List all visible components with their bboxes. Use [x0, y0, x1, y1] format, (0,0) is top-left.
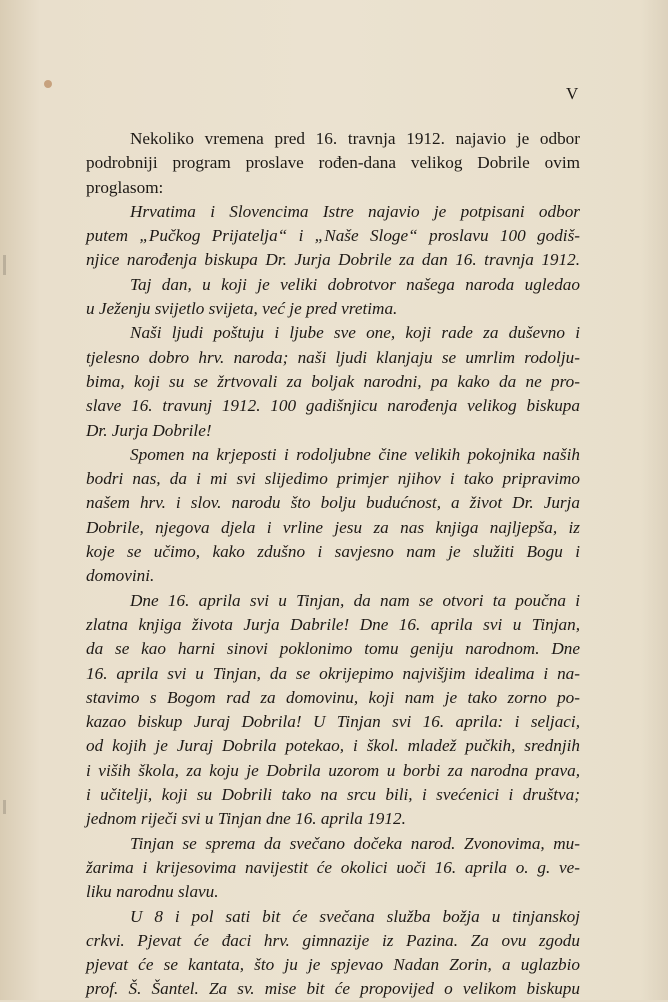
text-line: domovini.	[86, 566, 155, 586]
text-line: prof. Š. Šantel. Za sv. mise bit će propovijed o velikom biskupu	[86, 979, 580, 999]
page-number: V	[566, 84, 579, 103]
text-line: podrobniji program proslave rođen-dana velikog Dobrile ovim	[86, 153, 580, 173]
text-line: koje se učimo, kako zdušno i savjesno nam je služiti Bogu i	[86, 542, 580, 562]
text-line: putem „Pučkog Prijatelja“ i „Naše Sloge“ proslavu 100 godiš-	[86, 226, 580, 246]
text-line: Spomen na krjeposti i rodoljubne čine velikih pokojnika naših	[130, 444, 580, 464]
text-line: Nekoliko vremena pred 16. travnja 1912. najavio je odbor	[130, 129, 580, 148]
text-line: kazao biskup Juraj Dobrila! U Tinjan svi 16. aprila: i seljaci,	[86, 712, 580, 732]
text-line: bodri nas, da i mi svi slijedimo primjer njihov i tako pripravimo	[86, 469, 580, 489]
text-line: u Ježenju svijetlo svijeta, već je pred vretima.	[86, 299, 398, 319]
text-line: liku narodnu slavu.	[86, 882, 219, 902]
text-line: crkvi. Pjevat će đaci hrv. gimnazije iz Pazina. Za ovu zgodu	[86, 930, 580, 950]
binding-mark	[3, 255, 6, 275]
text-line: tjelesno dobro hrv. naroda; naši ljudi klanjaju se umrlim rodolju-	[86, 347, 580, 367]
text-line: pjevat će se kantata, što ju je spjevao Nadan Zorin, a uglazbio	[86, 955, 580, 975]
text-line: jednom riječi svi u Tinjan dne 16. aprila 1912.	[86, 809, 406, 829]
text-line: Tinjan se sprema da svečano dočeka narod. Zvonovima, mu-	[130, 833, 580, 853]
text-line: i viših škola, za koju je Dobrila uzorom u borbi za narodna prava,	[86, 760, 580, 780]
binding-mark	[3, 800, 6, 814]
text-line: stavimo s Bogom rad za domovinu, koji nam je tako zorno po-	[86, 687, 580, 707]
text-line: bima, koji su se žrtvovali za boljak narodni, pa kako da ne pro-	[86, 371, 580, 391]
text-line: Hrvatima i Slovencima Istre najavio je potpisani odbor	[130, 201, 580, 221]
text-line: Taj dan, u koji je veliki dobrotvor našega naroda ugledao	[130, 274, 580, 294]
body-text	[86, 127, 580, 1002]
text-line: U 8 i pol sati bit će svečana služba božja u tinjanskoj	[130, 906, 580, 926]
text-line: Dne 16. aprila svi u Tinjan, da nam se otvori ta poučna i	[130, 590, 580, 610]
text-line: zlatna knjiga života Jurja Dabrile! Dne 16. aprila svi u Tinjan,	[86, 614, 580, 634]
ink-spot	[44, 80, 52, 88]
text-line: od kojih je Juraj Dobrila potekao, i škol. mladež pučkih, srednjih	[86, 736, 580, 756]
text-line: njice narođenja biskupa Dr. Jurja Dobrile za dan 16. travnja 1912.	[86, 250, 580, 270]
text-line: žarima i krijesovima navijestit će okolici uoči 16. aprila o. g. ve-	[86, 857, 580, 877]
text-line: i učitelji, koji su Dobrili tako na srcu bili, i svećenici i društva;	[86, 785, 580, 805]
text-line: Dr. Jurja Dobrile!	[86, 420, 212, 440]
text-line: Dobrile, njegova djela i vrline jesu za nas knjiga najljepša, iz	[86, 517, 580, 537]
text-line: da se kao harni sinovi poklonimo tomu geniju narodnom. Dne	[86, 639, 580, 659]
text-line: slave 16. travunj 1912. 100 gadišnjicu narođenja velikog biskupa	[86, 396, 580, 416]
text-line: 16. aprila svi u Tinjan, da se okrijepimo najvišjim idealima i na-	[86, 663, 580, 683]
text-line: proglasom:	[86, 177, 164, 197]
text-line: Naši ljudi poštuju i ljube sve one, koji rade za duševno i	[130, 323, 580, 343]
text-line: našem hrv. i slov. narodu što bolju budućnost, a život Dr. Jurja	[86, 493, 580, 513]
